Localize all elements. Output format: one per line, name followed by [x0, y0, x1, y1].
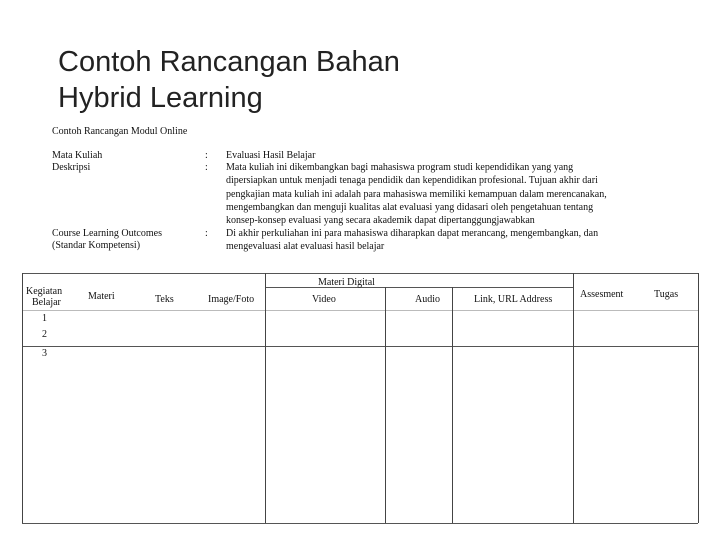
- field-label-deskripsi: Deskripsi: [52, 162, 91, 173]
- field-value-deskripsi-line: Mata kuliah ini dikembangkan bagi mahasiswa program studi kependidikan yang yang: [226, 162, 574, 173]
- table-col-divider: [452, 287, 453, 523]
- header-teks: Teks: [155, 294, 174, 305]
- field-colon: :: [205, 162, 208, 173]
- header-kegiatan: Kegiatan: [26, 286, 63, 297]
- field-value-deskripsi-line: pengkajian mata kuliah ini adalah para mahasiswa memiliki kemampuan dalam merencanakan,: [226, 189, 607, 200]
- row-number: 3: [42, 348, 47, 359]
- field-value-clo-line: mengevaluasi alat evaluasi hasil belajar: [226, 241, 385, 252]
- header-materi-digital: Materi Digital: [318, 277, 375, 288]
- table-border-left: [22, 273, 23, 523]
- table-row-divider: [22, 346, 698, 347]
- field-value-mata-kuliah: Evaluasi Hasil Belajar: [226, 150, 316, 161]
- field-value-deskripsi-line: mengembangkan dan menguji kualitas alat evaluasi yang didasari oleh pengetahuan tentang: [226, 202, 594, 213]
- table-group-divider: [265, 287, 573, 288]
- field-value-clo-line: Di akhir perkuliahan ini para mahasiswa diharapkan dapat merancang, mengembangkan, dan: [226, 228, 599, 239]
- header-link: Link, URL Address: [474, 294, 553, 305]
- header-audio: Audio: [415, 294, 440, 305]
- slide-title-line-1: Contoh Rancangan Bahan: [58, 46, 400, 78]
- header-belajar: Belajar: [32, 297, 61, 308]
- table-col-divider: [573, 273, 574, 523]
- header-tugas: Tugas: [654, 289, 679, 300]
- field-value-deskripsi-line: dipersiapkan untuk menjadi tenaga pendidik dan kependidikan profesional. Tujuan akhir dari: [226, 175, 598, 186]
- header-materi: Materi: [88, 291, 115, 302]
- table-header-divider: [22, 310, 698, 311]
- field-label-clo-sub: (Standar Kompetensi): [52, 240, 141, 251]
- field-value-deskripsi-line: konsep-konsep evaluasi yang secara akademik dapat dipertanggungjawabkan: [226, 215, 535, 226]
- table-border-bottom: [22, 523, 698, 524]
- row-number: 2: [42, 329, 47, 340]
- table-col-divider: [265, 273, 266, 523]
- table-border-right: [698, 273, 699, 523]
- field-label-mata-kuliah: Mata Kuliah: [52, 150, 103, 161]
- document-heading: Contoh Rancangan Modul Online: [52, 126, 188, 137]
- field-colon: :: [205, 150, 208, 161]
- table-border-top: [22, 273, 698, 274]
- header-assessment: Assesment: [580, 289, 624, 300]
- field-colon: :: [205, 228, 208, 239]
- field-label-clo: Course Learning Outcomes: [52, 228, 162, 239]
- header-image-foto: Image/Foto: [208, 294, 255, 305]
- header-video: Video: [312, 294, 336, 305]
- row-number: 1: [42, 313, 47, 324]
- table-col-divider: [385, 287, 386, 523]
- slide-title-line-2: Hybrid Learning: [58, 82, 263, 114]
